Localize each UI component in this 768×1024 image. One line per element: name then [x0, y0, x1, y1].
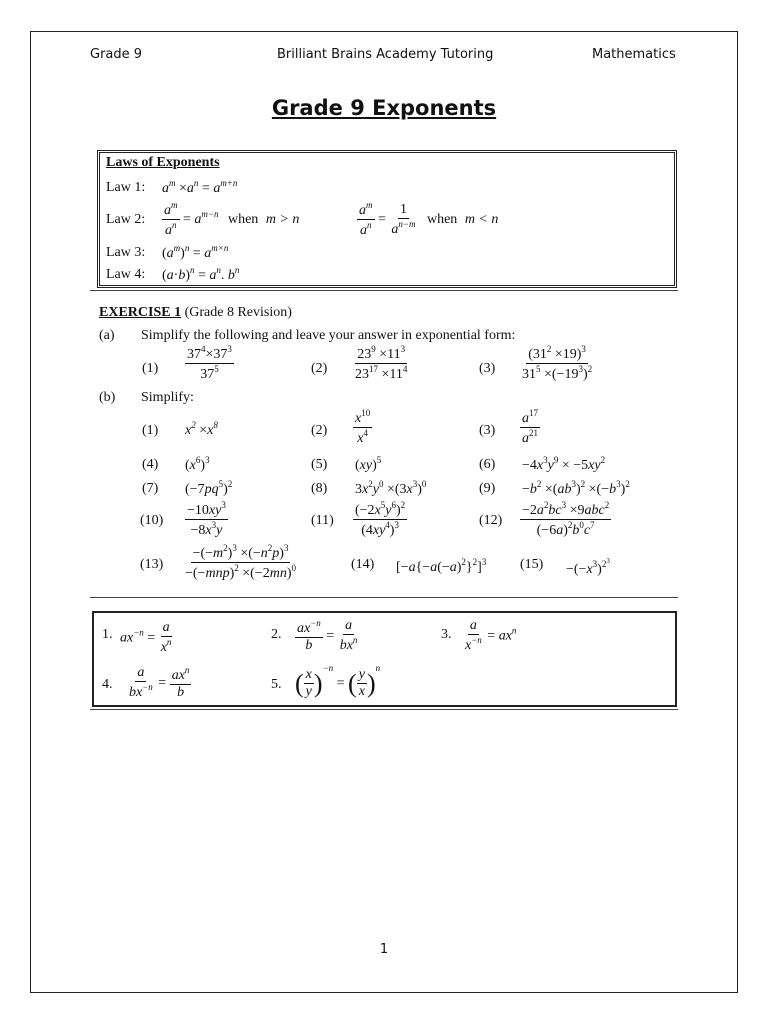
law2-formula-b: $\frac{a^m}{a^n}$ = $\frac{1}{a^{n-m}}$ when m < n — [359, 200, 499, 239]
question-a2: $\frac{23^9 \times 11^3}{23^{17} \times 11^4}$ — [355, 344, 408, 383]
question-b12: $\frac{-2a^2bc^3 \times 9abc^2}{(-6a)^2b^0c^7}$ — [522, 500, 610, 539]
law2-label: Law 2: — [106, 212, 146, 227]
q-label: (12) — [479, 513, 503, 528]
part-a-label: (a) — [99, 328, 115, 343]
law1-label: Law 1: — [106, 180, 146, 195]
question-b11: $\frac{(-2x^5y^6)^2}{(4xy^4)^3}$ — [355, 500, 406, 539]
q-label: (7) — [142, 481, 159, 496]
question-b3: $\frac{a^{17}}{a^{21}}$ — [522, 408, 538, 447]
q-label: (13) — [140, 557, 164, 572]
question-b15: $-(-x^3)^{2^3}$ — [566, 557, 610, 577]
q-label: (15) — [520, 557, 544, 572]
divider — [90, 290, 678, 291]
law4-label: Law 4: — [106, 267, 146, 282]
identity-4: $\frac{a}{bx^{-n}}$ = $\frac{ax^n}{b}$ — [129, 665, 190, 701]
question-a3: $\frac{(31^2 \times 19)^3}{31^5 \times(-19^3)^2}$ — [522, 344, 593, 383]
part-b-label: (b) — [99, 390, 116, 405]
question-b8: $3x^2y^0 \times(3x^3)^0$ — [355, 479, 427, 497]
header-subject: Mathematics — [592, 47, 676, 62]
law2-formula-a: $\frac{a^m}{a^n}$ = $a^{m-n}$ when m > n — [164, 200, 300, 239]
identity-2: $\frac{ax^{-n}}{b}$ = $\frac{a}{bx^n}$ — [297, 618, 358, 654]
q-label: (11) — [311, 513, 334, 528]
identity-label: 5. — [271, 677, 282, 692]
divider — [90, 597, 678, 598]
q-label: (3) — [479, 361, 496, 376]
laws-heading: Laws of Exponents — [106, 155, 220, 170]
law3-label: Law 3: — [106, 245, 146, 260]
header-academy: Brilliant Brains Academy Tutoring — [277, 47, 494, 62]
q-label: (1) — [142, 423, 159, 438]
question-b10: $\frac{-10xy^3}{-8x^3y}$ — [187, 500, 226, 539]
part-a-instruction: Simplify the following and leave your answer in exponential form: — [141, 328, 516, 343]
q-label: (14) — [351, 557, 375, 572]
question-b2: $\frac{x^{10}}{x^4}$ — [355, 408, 371, 447]
identity-5: ( $\frac{x}{y}$ )$^{-n}$ = ( $\frac{y}{x}$ )$^n$ — [295, 663, 381, 700]
q-label: (8) — [311, 481, 328, 496]
question-a1: $\frac{37^4\times 37^3}{37^5}$ — [187, 344, 232, 383]
q-label: (9) — [479, 481, 496, 496]
q-label: (10) — [140, 513, 164, 528]
question-b13: $\frac{-(-m^2)^3 \times(-n^2p)^3}{-(-mnp)^2 \times(-2mn)^0}$ — [185, 543, 296, 582]
exercise-heading: EXERCISE 1 (Grade 8 Revision) — [99, 305, 292, 320]
question-b6: $-4x^3y^9 \times -5xy^2$ — [522, 455, 606, 473]
law1-formula: $a^m \times a^n = a^{m+n}$ — [162, 178, 238, 196]
part-b-instruction: Simplify: — [141, 390, 194, 405]
page-title: Grade 9 Exponents — [271, 96, 497, 120]
q-label: (6) — [479, 457, 496, 472]
laws-box — [97, 150, 677, 288]
q-label: (3) — [479, 423, 496, 438]
identity-label: 4. — [102, 677, 113, 692]
q-label: (5) — [311, 457, 328, 472]
identity-label: 3. — [441, 627, 452, 642]
divider — [90, 709, 678, 710]
identity-1: $ax^{-n}$ = $\frac{a}{x^n}$ — [120, 620, 172, 656]
page-number: 1 — [379, 942, 389, 957]
q-label: (2) — [311, 423, 328, 438]
header-grade: Grade 9 — [90, 47, 143, 62]
q-label: (2) — [311, 361, 328, 376]
question-b4: $(x^6)^3$ — [185, 455, 210, 473]
identity-3: $\frac{a}{x^{-n}}$ = $ax^n$ — [465, 618, 517, 654]
identity-label: 1. — [102, 627, 113, 642]
q-label: (4) — [142, 457, 159, 472]
question-b1: $x^2 \times x^8$ — [185, 420, 218, 438]
question-b14: $[-a\{-a(-a)^2\}^2]^3$ — [396, 557, 487, 575]
identity-label: 2. — [271, 627, 282, 642]
q-label: (1) — [142, 361, 159, 376]
question-b7: $(-7pq^5)^2$ — [185, 479, 233, 497]
law3-formula: $(a^m)^n = a^{m\times n}$ — [162, 243, 229, 261]
question-b5: (xy)$^5$ — [355, 455, 382, 473]
question-b9: $-b^2 \times(ab^3)^2 \times(-b^3)^2$ — [522, 479, 630, 497]
law4-formula: $(a\cdot b)^n = a^n$. $b^n$ — [162, 265, 240, 283]
